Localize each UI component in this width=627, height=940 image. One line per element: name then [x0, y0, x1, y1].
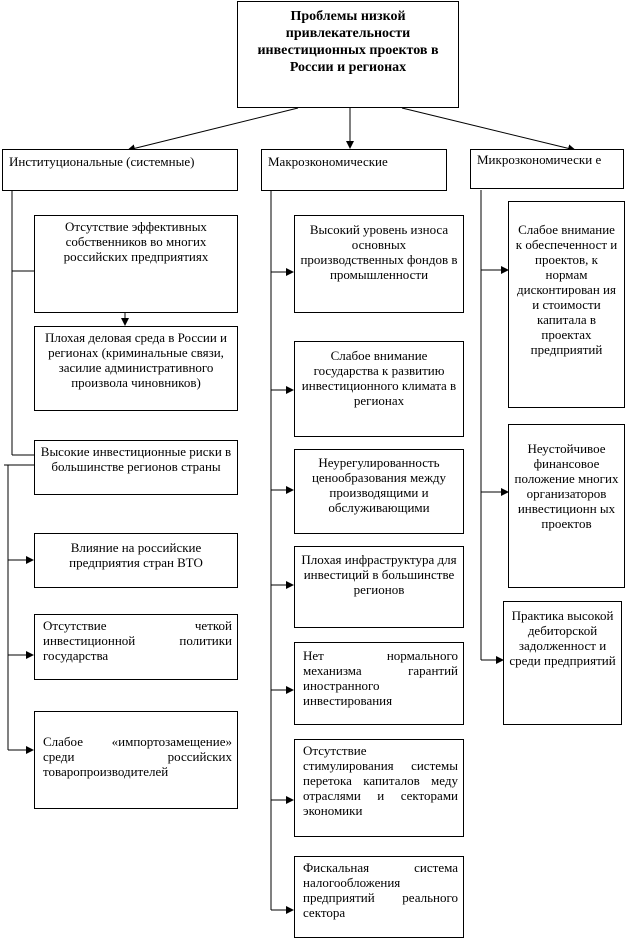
macro-item-3: Неурегулированность ценообразования между производящими и обслуживающими: [294, 449, 464, 534]
diagram-title: Проблемы низкой привлекательности инвестиционных проектов в России и регионах: [237, 1, 459, 108]
macro-item-6: Отсутствие стимулирования системы перетока капиталов меду отраслями и секторами экономики: [294, 739, 464, 837]
category-macro: Макрозкономические: [261, 149, 447, 191]
micro-item-1: Слабое внимание к обеспеченност и проектов, к нормам дисконтирован ия и стоимости капитала в проектах предприятий: [508, 201, 625, 408]
macro-item-7: Фискальная система налогообложения предприятий реального сектора: [294, 856, 464, 938]
micro-item-3: Практика высокой дебиторской задолженност и среди предприятий: [503, 601, 622, 725]
institutional-item-3: Высокие инвестиционные риски в большинстве регионов страны: [34, 440, 238, 495]
category-micro: Микрозкономически е: [470, 149, 624, 189]
arrow-title-to-institutional: [128, 108, 298, 150]
macro-item-5: Нет нормального механизма гарантий иностранного инвестирования: [294, 642, 464, 725]
micro-item-2: Неустойчивое финансовое положение многих организаторов инвестиционн ых проектов: [508, 424, 625, 588]
institutional-item-1: Отсутствие эффективных собственников во многих российских предприятиях: [34, 215, 238, 313]
macro-item-2: Слабое внимание государства к развитию инвестиционного климата в регионах: [294, 341, 464, 437]
institutional-item-4: Влияние на российские предприятия стран ВТО: [34, 533, 238, 588]
institutional-item-6: Слабое «импортозамещение» среди российских товаропроизводителей: [34, 711, 238, 809]
institutional-item-2: Плохая деловая среда в России и регионах (криминальные связи, засилие административного произвола чиновников): [34, 326, 238, 411]
macro-item-1: Высокий уровень износа основных производственных фондов в промышленности: [294, 215, 464, 313]
arrow-title-to-micro: [402, 108, 575, 150]
category-institutional: Институциональные (системные): [2, 149, 238, 191]
macro-item-4: Плохая инфраструктура для инвестиций в большинстве регионов: [294, 546, 464, 628]
institutional-item-5: Отсутствие четкой инвестиционной политики государства: [34, 614, 238, 680]
